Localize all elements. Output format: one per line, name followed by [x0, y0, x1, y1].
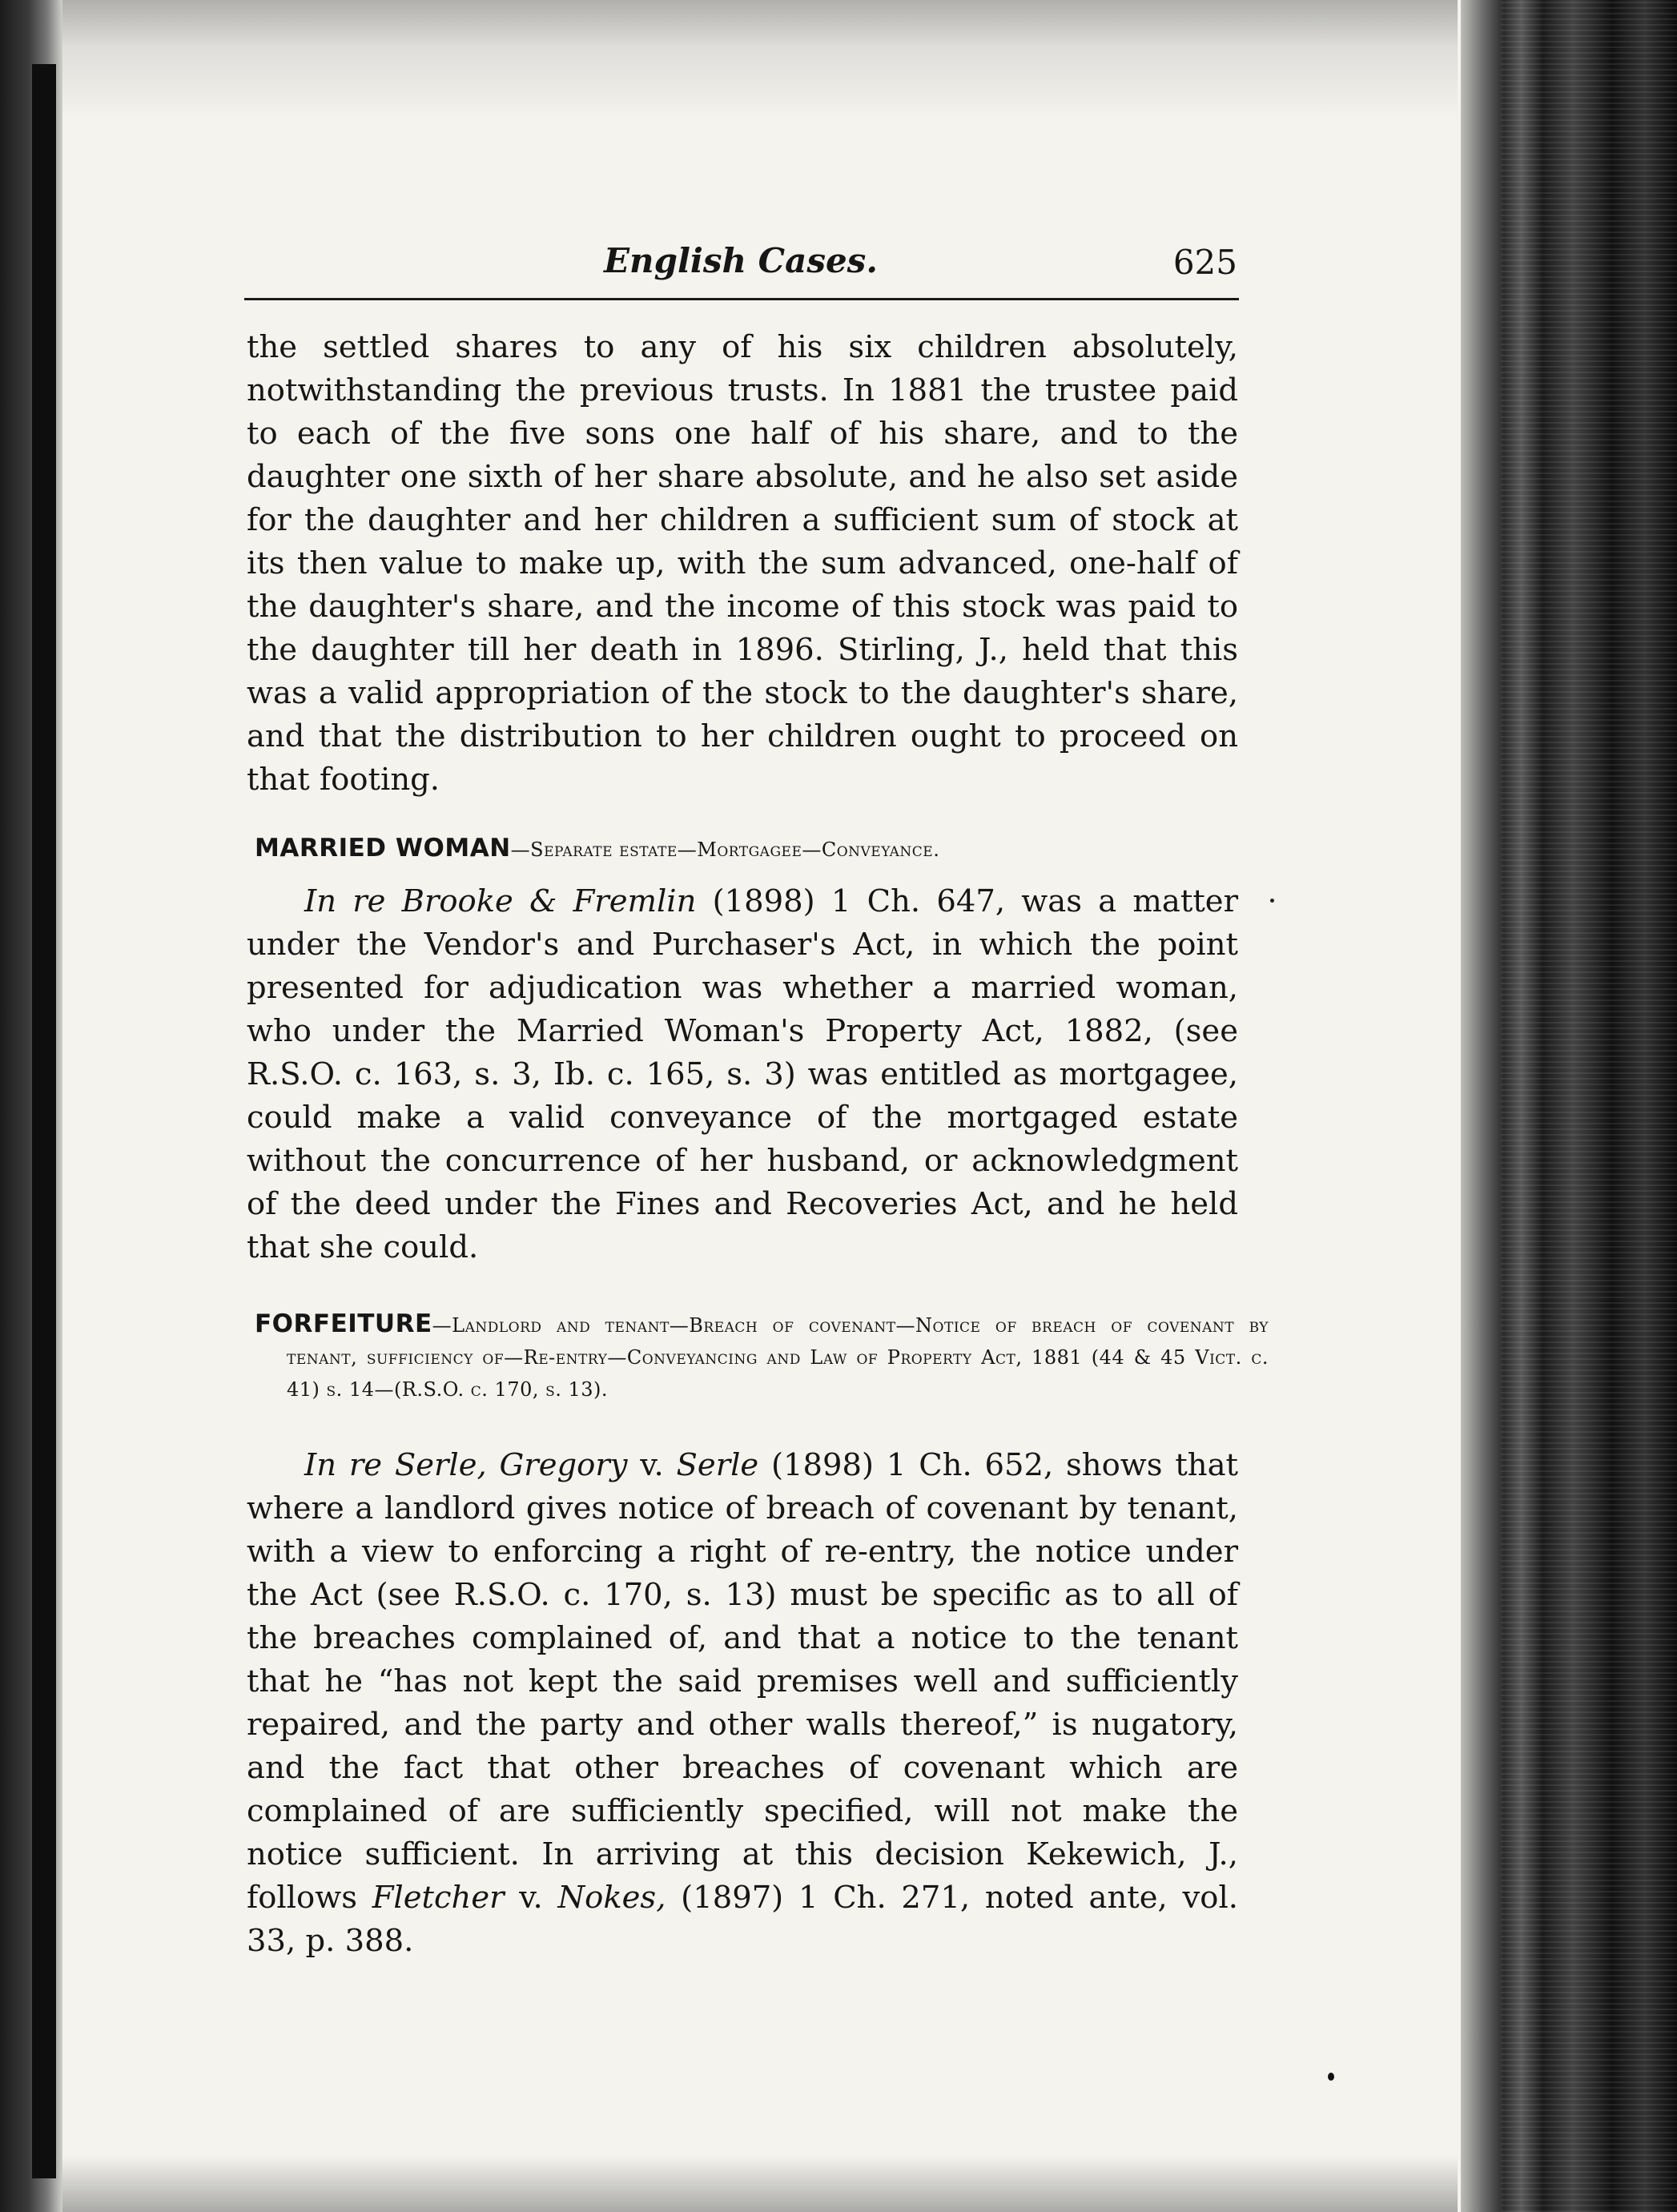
case-name-second: Serle	[676, 1447, 759, 1483]
scan-bottom-noise	[0, 2156, 1458, 2212]
cited-case: Fletcher	[372, 1880, 505, 1916]
heading-lead: FORFEITURE	[255, 1309, 432, 1338]
paragraph-indent	[247, 883, 304, 919]
running-head	[244, 237, 1237, 301]
paragraph-body: (1898) 1 Ch. 652, shows that where a landlord gives notice of breach of covenant by tenant, with a view to enforcing a right of re-entry, the notice under the Act (see R.S.O. c. 170, s. 13) must be specific as to all of the breaches complained of, and that a notice to the tenant that he “has not kept the said premises well and sufficiently repaired, and the party and other walls thereof,” is nugatory, and the fact that other breaches of covenant which are complained of are sufficiently specified, will not make the notice sufficient. In arriving at this decision Kekewich, J., follows	[247, 1447, 1238, 1916]
heading-subtopics: —Landlord and tenant—Breach of covenant—Notice of breach of covenant by tenant, sufficiency of—Re-entry—Conveyancing and Law of Property Act, 1881 (44 & 45 Vict. c. 41) s. 14—(R.S.O. c. 170, s. 13).	[287, 1314, 1269, 1401]
page-number: 625	[1172, 243, 1237, 282]
heading-lead: MARRIED WOMAN	[255, 834, 511, 863]
continuation-paragraph: the settled shares to any of his six children absolutely, notwithstanding the previous trusts. In 1881 the trustee paid to each of the five sons one half of his share, and to the daughter one sixth of her share absolute, and he also set aside for the daughter and her children a sufficient sum of stock at its then value to make up, with the sum advanced, one-half of the daughter's share, and the income of this stock was paid to the daughter till her death in 1896. Stirling, J., held that this was a valid appropriation of the stock to the daughter's share, and that the distribution to her children ought to proceed on that footing.	[247, 329, 1238, 798]
section-heading-forfeiture	[255, 1309, 1269, 1406]
scan-left-binding	[32, 64, 56, 2178]
cited-case-second: Nokes,	[557, 1880, 666, 1916]
case-versus: v.	[627, 1447, 677, 1483]
case-name: In re Brooke & Fremlin	[304, 883, 697, 919]
paragraph-body: (1898) 1 Ch. 647, was a matter under the Vendor's and Purchaser's Act, in which the point presented for adjudication was whether a married woman, who under the Married Woman's Property Act, 1882, (see R.S.O. c. 163, s. 3, Ib. c. 165, s. 3) was entitled as mortgagee, could make a valid conveyance of the mortgaged estate without the concurrence of her husband, or acknowledgment of the deed under the Fines and Recoveries Act, and he held that she could.	[247, 883, 1238, 1265]
scan-speck	[1328, 2073, 1334, 2081]
heading-subtopics: —Separate estate—Mortgagee—Conveyance.	[510, 839, 940, 861]
paragraph-brooke-fremlin	[247, 880, 1238, 1269]
section-heading-married-woman	[255, 836, 1237, 863]
paragraph-body-end: (1897) 1 Ch. 271, noted ante, vol. 33, p. 388.	[247, 1880, 1238, 1959]
scan-right-edge-texture	[1501, 0, 1677, 2212]
cited-versus: v.	[504, 1880, 558, 1916]
paragraph-indent	[247, 1447, 304, 1483]
running-head-title: English Cases.	[604, 241, 878, 280]
case-name: In re Serle, Gregory	[304, 1447, 628, 1483]
scan-top-noise	[0, 0, 1458, 120]
paragraph-serle	[247, 1444, 1238, 1963]
scan-speck	[1270, 899, 1274, 903]
header-rule	[244, 298, 1239, 300]
